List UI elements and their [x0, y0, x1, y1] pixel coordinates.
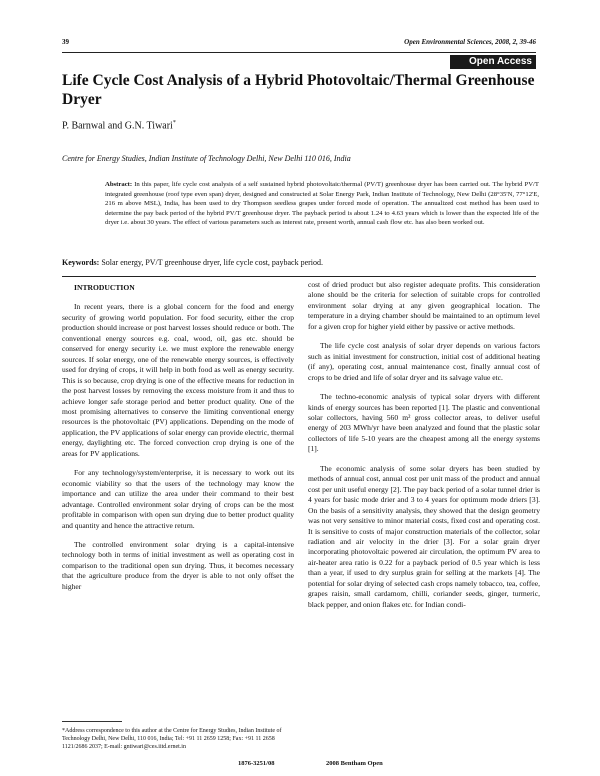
corresponding-author-mark: *	[172, 120, 176, 126]
keywords-text: Solar energy, PV/T greenhouse dryer, life cycle cost, payback period.	[101, 258, 324, 267]
paragraph: cost of dried product but also register adequate profits. This consideration alone should be the criteria for selection of suitable crops for controlled environment solar drying at any given geographical location. The temperature in a drying chamber should be maintained to an optimum level for a given crop for higher yield either by passive or active methods.	[308, 280, 540, 331]
header-rule	[62, 52, 536, 53]
section-heading-introduction: INTRODUCTION	[74, 283, 135, 292]
paragraph: The controlled environment solar drying is a capital-intensive technology both in terms of initial investment as well as operating cost in comparison to the traditional open sun drying. Thus, it becomes necessary that the agriculture produce from the dryer is able to not only offset the higher	[62, 539, 294, 591]
correspondence-footnote: *Address correspondence to this author at the Centre for Energy Studies, Indian Institute of Technology Delhi, New Delhi, 110 016, India; Tel: +91 11 2659 1258; Fax: +91 11 2658 1121/2686 2037; E-mail: gntiwari@ces.iitd.ernet.in	[62, 728, 282, 750]
article-title: Life Cycle Cost Analysis of a Hybrid Photovoltaic/Thermal Greenhouse Dryer	[62, 72, 535, 108]
keywords-label: Keywords:	[62, 258, 100, 267]
paragraph: In recent years, there is a global concern for the food and energy security of growing world population. For food security, either the crop production should increase or post harvest losses should reduce or both. The conventional energy sources e.g. coal, wood, oil, gas etc. should be conserved for energy security i.e. we must explore the renewable energy sources. If solar energy, one of the renewable energy sources, is effectively used for drying of crops, it will help in both food as well as energy security. This is so because, crop drying is one of the effective means for reduction in the post harvest losses by removing the excess moisture from it and thus to achieve longer safe storage period and better product quality. One of the most promising alternatives to conserve the limiting conventional energy resources is the photovoltaic (PV) applications. Depending on the mode of application, the PV applications of solar energy can provide electric, thermal energy, daylighting etc. The forced convection crop drying is one of the areas for PV applications.	[62, 302, 294, 458]
affiliation: Centre for Energy Studies, Indian Institute of Technology Delhi, New Delhi 110 016, India	[62, 154, 351, 163]
page-number: 39	[62, 38, 69, 46]
left-column	[62, 283, 294, 601]
publisher: 2008 Bentham Open	[326, 760, 383, 767]
issn: 1876-3251/08	[238, 760, 275, 767]
paragraph: For any technology/system/enterprise, it is necessary to work out its economic viability so that the users of the technology may know the importance and can utilize the area under their command to their best advantage. Controlled environment solar drying of crops can be the most profitable in comparison with open sun drying due to better product quality and quantity and hence the attractive return.	[62, 468, 294, 530]
open-access-badge: Open Access	[450, 55, 536, 69]
abstract-text: In this paper, life cycle cost analysis of a self sustained hybrid photovoltaic/thermal (PV/T) greenhouse dryer has been carried out. The hybrid PV/T integrated greenhouse (roof type even span) dryer, designed and constructed at Solar Energy Park, Indian Institute of Technology, New Delhi (28°35'N, 77°12'E, 216 m above MSL), India, has been used to dry Thompson seedless grapes under forced mode of operation. The annualized cost method has been used to determine the pay back period of the hybrid PV/T greenhouse dryer. The payback period is about 1.24 to 4.63 years which is lower than the expected life of the dryer i.e. about 30 years. The effect of various parameters such as interest rate, present worth, annual cash flow etc. has also been worked out.	[105, 181, 539, 227]
paragraph: The techno-economic analysis of typical solar dryers with different kinds of energy sources has been reported [1]. The plastic and conventional solar collectors, having 560 m² gross collector areas, to deliver useful energy of 203 MWh/yr have been analyzed and found that the plastic solar collectors of life 5-10 years are the cheapest among all the energy systems [1].	[308, 392, 540, 454]
abstract-label: Abstract:	[105, 181, 133, 188]
journal-citation: Open Environmental Sciences, 2008, 2, 39-46	[404, 38, 536, 46]
paragraph: The economic analysis of some solar dryers has been studied by methods of annual cost, annual cost per unit mass of the product and annual cost per unit useful energy [2]. The pay back period of a solar tunnel drier is 4 years for basic mode drier and 3 to 4 years for optimum mode driers [3]. On the basis of a sensitivity analysis, they showed that the design geometry was not very sensitive to minor material costs, fixed cost and operating cost. It is sensitive to costs of major construction materials of the collector, solar radiation and air velocity in the drier [3]. For a solar grain dryer incorporating photovoltaic powered air circulation, the optimum PV area to air-heater area ratio is 0.22 for a payback period of 0.5 year which is less than a year, if used to dry surplus grain for selling at the markets [4]. The potential for solar drying of selected cash crops namely tobacco, tea, coffee, grapes raisin, small cardamom, chilli, coriander seeds, ginger, turmeric, black pepper, and onion flakes etc. for Indian condi-	[308, 463, 540, 609]
abstract	[105, 180, 539, 228]
author-line	[62, 120, 176, 131]
section-rule	[62, 276, 536, 277]
author-names: P. Barnwal and G.N. Tiwari	[62, 120, 173, 132]
paragraph: The life cycle cost analysis of solar dryer depends on various factors such as initial investment for construction, initial cost of additional heating (if any), operating cost, annual maintenance cost, finally annual cost of crops to be dried and life of solar dryer and its salvage value etc.	[308, 341, 540, 382]
keywords	[62, 258, 540, 267]
footnote-rule	[62, 721, 122, 722]
right-column	[308, 280, 540, 619]
